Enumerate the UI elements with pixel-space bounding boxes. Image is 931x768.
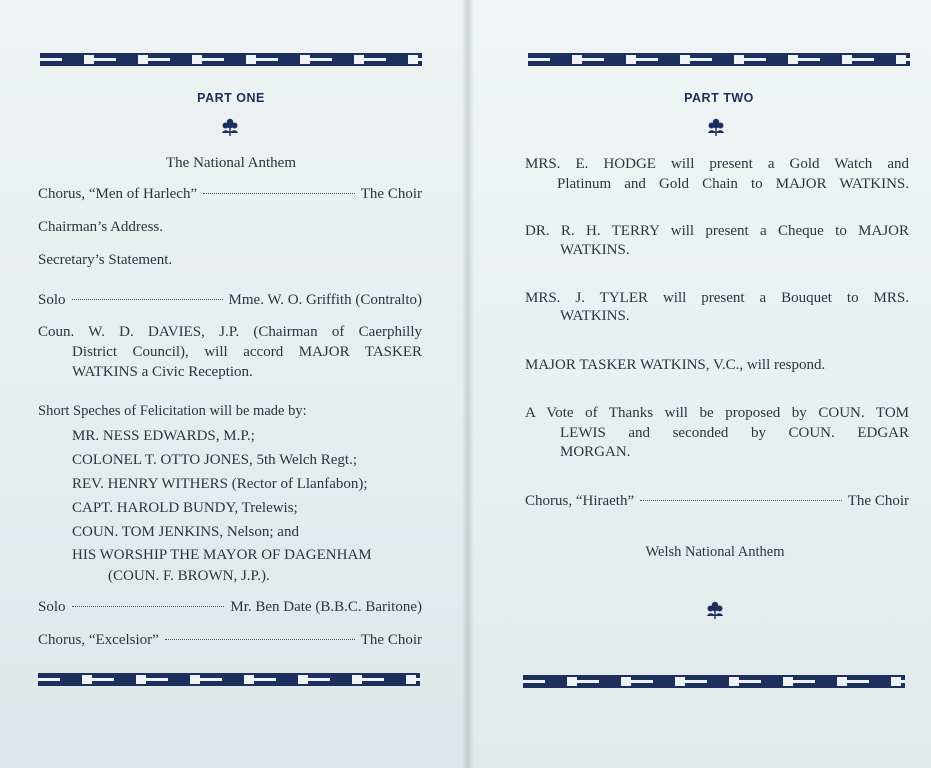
chorus-hiraeth (525, 491, 909, 511)
dot-leader (165, 639, 355, 640)
dot-leader (72, 299, 223, 300)
vote-line-3: MORGAN. (560, 444, 631, 460)
chairmans-address: Chairman’s Address. (38, 219, 163, 235)
tyler-line-1: MRS. J. TYLER will present a Bouquet to MRS. (525, 290, 909, 306)
speaker: COUN. TOM JENKINS, Nelson; and (72, 524, 299, 540)
dot-leader (72, 606, 225, 607)
solo-griffith (38, 290, 422, 310)
bottom-border-left (38, 673, 420, 686)
national-anthem: The National Anthem (166, 155, 296, 171)
speaker: CAPT. HAROLD BUNDY, Trelewis; (72, 500, 298, 516)
watkins-respond: MAJOR TASKER WATKINS, V.C., will respond. (525, 357, 826, 373)
speaker: REV. HENRY WITHERS (Rector of Llanfabon); (72, 476, 368, 492)
speaker: (COUN. F. BROWN, J.P.). (108, 568, 270, 584)
secretarys-statement: Secretary’s Statement. (38, 252, 173, 268)
chorus-label: Chorus, “Excelsior” (38, 632, 159, 648)
vote-line-2: LEWIS and seconded by COUN. EDGAR (560, 425, 909, 441)
speeches-intro: Short Speches of Felicitation will be made by: (38, 403, 307, 419)
part-two-heading: PART TWO (684, 91, 754, 105)
top-border-left (40, 53, 422, 66)
solo-label: Solo (38, 599, 66, 615)
performer: Mme. W. O. Griffith (Contralto) (228, 292, 422, 308)
coun-davies-line-3: WATKINS a Civic Reception. (72, 364, 253, 380)
top-border-right (528, 53, 910, 66)
tyler-line-2: WATKINS. (560, 308, 630, 324)
hodge-line-1: MRS. E. HODGE will present a Gold Watch and (525, 156, 909, 172)
chorus-men-of-harlech (38, 184, 422, 204)
coun-davies-line-2: District Council), will accord MAJOR TASKER (72, 344, 422, 360)
welsh-national-anthem: Welsh National Anthem (645, 544, 785, 560)
performer: The Choir (360, 632, 422, 648)
coun-davies-line-1: Coun. W. D. DAVIES, J.P. (Chairman of Caerphilly (38, 324, 422, 340)
part-one-heading: PART ONE (197, 91, 265, 105)
performer: Mr. Ben Date (B.B.C. Baritone) (230, 599, 422, 615)
solo-ben-date (38, 597, 422, 617)
flower-icon (219, 116, 241, 138)
dot-leader (203, 193, 355, 194)
page-fold (462, 0, 474, 768)
flower-icon (704, 599, 726, 621)
terry-line-2: WATKINS. (560, 242, 630, 258)
chorus-label: Chorus, “Hiraeth” (525, 493, 635, 509)
terry-line-1: DR. R. H. TERRY will present a Cheque to MAJOR (525, 223, 909, 239)
speaker: COLONEL T. OTTO JONES, 5th Welch Regt.; (72, 452, 358, 468)
vote-line-1: A Vote of Thanks will be proposed by COUN. TOM (525, 405, 909, 421)
right-page (468, 0, 931, 768)
solo-label: Solo (38, 292, 66, 308)
performer: The Choir (360, 186, 422, 202)
bottom-border-right (523, 675, 905, 688)
flower-icon (705, 116, 727, 138)
speaker: MR. NESS EDWARDS, M.P.; (72, 428, 255, 444)
dot-leader (640, 500, 842, 501)
performer: The Choir (847, 493, 909, 509)
chorus-label: Chorus, “Men of Harlech” (38, 186, 198, 202)
hodge-line-2: Platinum and Gold Chain to MAJOR WATKINS. (557, 176, 909, 192)
chorus-excelsior (38, 630, 422, 650)
speaker: HIS WORSHIP THE MAYOR OF DAGENHAM (72, 547, 372, 563)
